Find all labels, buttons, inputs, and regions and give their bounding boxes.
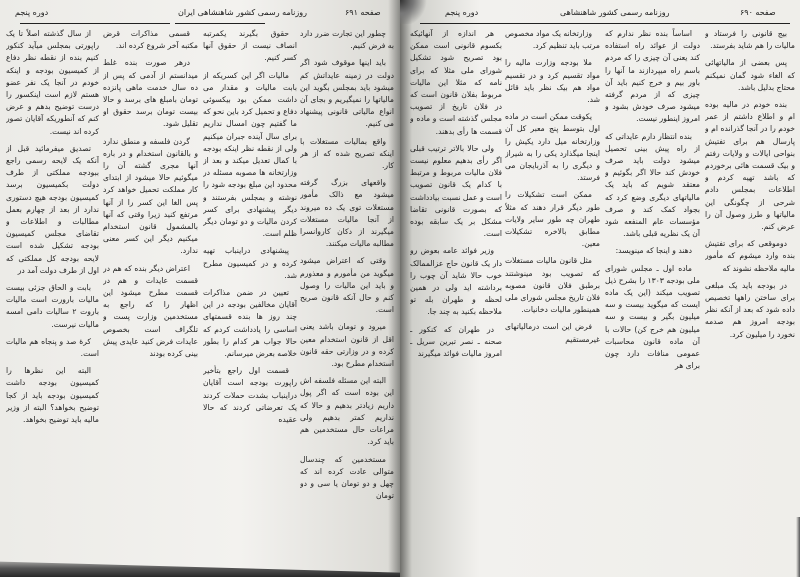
paragraph: دوموقعی که برای تفتیش بنده وارد میشوم که مأمور مالیه ملاحظه نشوند که [705, 239, 795, 273]
paragraph: مثل قانون مالیات مستغلات که تصویب بود مینوشتند برطبق فلان قانون مصوبه فلان تاریخ مجلس شورای ملی همینطور مالیات دخانیات. [505, 256, 600, 315]
text-column [203, 28, 297, 553]
paragraph: از سال گذشته اصلاً تا یک راپورتی بمجلس میآید کنکور کنیم بنده از نقطه نظر دفاع از کمیسیون بودجه و اینکه خودم در آنجا یک نفر عضو هستم لازم است اینکسور را درست توضیح بدهم و عرض کنم که آنطوریکه آقایان تصور کرده اند نیست. [6, 29, 99, 136]
paragraph: ملا بودجه وزارت مالیه را مواد تقسیم کرد و در تقسیم مواد هم بیک نظر باید قائل شد. [505, 58, 600, 105]
header-rule [175, 23, 265, 24]
paragraph: چطور این تجارت ضرر دارد به فرض کنیم. [300, 29, 394, 51]
period-label: دوره پنجم [445, 8, 479, 17]
paragraph: در طهران که کنکور ـ صحنه ـ نصر تبرین سریل ـ امروز مالیات فوائد میگیرند [410, 324, 502, 359]
paragraph: مستخدمین که چندسال متوالی عادت کرده اند که چهل و دو تومان یا سی و دو تومان [300, 454, 394, 501]
paragraph: بابت و الحاق جزئی بیست مالیات بارورت است مالیات باروت ۲ سالیات دامی امسه مالیات نیرست. [6, 283, 99, 329]
paragraph: اعتراض دیگر بنده که هم در قسمت عایدات و هم در قسمت مطرح میشود این اظهار را که راجع به مستخدمین وزارت پست و تلگراف است بخصوص عایدات فرض کنید عایدی پیش بینی کرده بودند [103, 263, 198, 359]
paragraph: یکوقت ممکن است در ماده اول بتوسط پنج معبر کل آن وزارتخانه میل دارد یکیش را اینجا میگذارد یکی را به شیراز و دیگری را به آذربایجان می فرستد. [505, 112, 600, 183]
paragraph: هر اندازه از آنهائیکه بکسوم قانونی است ممکن بود تصریح شود تشکیل شورای ملی مثلا که برای نامه که مثلا این مالیات مربوط بفلان قانون است که در فلان تاریخ از تصویب مجلس گذشته است و ماده و قسمت ها رأی بدهند. [410, 29, 502, 136]
paragraph: وزارتخانه یک مواد مخصوص مرتب باید تنظیم کرد. [505, 29, 600, 51]
paragraph: ممکن است تشکیلات را طور دیگر قرار دهند که مثلاً طهران چه طور سایر ولایات مطابق بالاخره تشکیلات معین. [505, 190, 600, 249]
paragraph: واقعهای بزرگ گرفته میشود مع ذالک مأمور مستغلات توی یک ده میروند از آنجا مالیات مستغلات میگیرند از دکان کاروانسرا مطالبه مالیات میکنند. [300, 178, 394, 249]
paragraph: وزیر فوائد عامه بعوض رو دار یک قانون حاج عزالممالک خوب حالا شاید آن چوب را برداشته اید ولی در همین لحظه و طهران بله تو ملاحظه بکنید به چند جا. [410, 246, 502, 317]
paragraph: وقتی که اعتراض میشود میگوید من مأمورم و معذورم و باید این مالیات را وصول کنم و حال آنکه قانون صریح است. [300, 256, 394, 315]
paragraph: فرض این است درمالیاتهای غیرمستقیم [505, 322, 600, 344]
text-column [103, 28, 198, 553]
paragraph: حقوق بگیرند یکمرتبه انصاف نیست از حقوق آنها کسر کنیم. [203, 29, 297, 63]
scan-smudge [400, 0, 430, 24]
paragraph: قسمی مذاکرات قرض مکتبه آخر شروع کرده اند. [103, 29, 198, 51]
paragraph: پس بعضی از مالیاتهائی که الغاء شود گمان نمیکنم محتاج بدلیل باشد. [705, 58, 795, 92]
right-page [400, 0, 800, 577]
header-rule [20, 23, 170, 24]
page-number: صفحه ۶۹۱ [345, 8, 381, 17]
scan-shadow [796, 517, 800, 577]
paragraph: بیج قانونی را فرستاد و مالیات را هم شاید بفرستد. [705, 29, 795, 51]
text-column [605, 28, 700, 553]
paragraph: ماده اول ـ مجلس شورای ملی بودجه ۱۳۰۳ را بشرح ذیل تصویب میکند (این یک ماده ایست که میگوید بیست و سه میلیون بگیر و بیست و سه میلیون هم خرج کن) حالات با آن ماده قانون محاسبات عمومی منافات دارد چون برای هر [605, 263, 700, 371]
paragraph: دهند و اینجا که مینویسد: [615, 246, 692, 256]
paragraph: کرۀ صد و پنجاه هم مالیات است. [6, 336, 99, 359]
paragraph: میرود و تومان باشد یعنی اقل از قانون استخدام معین کرده و در وزارتی حقه قانون استخدام مطرح بود. [300, 322, 394, 369]
period-label: دوره پنجم [15, 8, 49, 17]
page-number: صفحه ۶۹۰ [740, 8, 776, 17]
paragraph: اساساً بنده نظر ندارم که دولت از عوائد راه استفاده کند یعنی آن چیزی را که مردم باسم راه میپردازند ما آنها را باور بیم و خرج کنیم باید آن چیزی که از مردم گرفته میشود صرف خودش بشود و امروز اینطور نیست. [605, 29, 700, 124]
gazette-title: روزنامه رسمی کشور شاهنشاهی [560, 8, 670, 17]
text-column [300, 28, 394, 553]
page-header [400, 8, 800, 22]
paragraph: پیشنهادی دراینباب تهیه کرده و در کمیسیون مطرح شد. [203, 246, 297, 280]
text-column [410, 28, 502, 553]
paragraph: بنده انتظار دارم عایداتی که از راه پیش بینی تحصیل میشود دولت باید صرف خودش کند حالا اگر بگوئیم و معتقد شویم که باید یک مالیاتهای دیگری وضع کرد که بجواد کمک کند و صرف مؤسسات عام المنفعه شود آن یک نظریه قبلی باشد. [605, 131, 700, 239]
header-rule [420, 23, 790, 24]
paragraph: بنده خودم در مالیه بوده ام و اطلاع داشتم از عمر خودم را در آنجا گذرانده ام و پارسال هم برای تفتیش بنواحی ایالات و ولایات رفتم و بیک قسمت هائی برخوردم که باشد تهیه کردم و اطلاعات بمجلس دادم شرحی از چگونگی این مالیاتها و طرز وصول آن را عرض کنم. [705, 100, 795, 232]
paragraph: مالیات اگر این کسریکه از بابت مالیات و مقدار می داشت ممکن بود بیکسوئی دفاع و تحمیل کرد باین نحو که ما گفتیم چون امسال نداریم برای سال آینده جبران میکنیم ولی از نقطه نظر اینکه بودجه با کمال تعدیل میکند و بعد از وزارتخانه ها مصوبه مسئله در محدود این مبلغ بودجه شود را نوشته و بمجلس بفرستند و دیگر پیشنهادی برای کسر کردن مالیات و دو تومان دیگر ظلم است. [203, 70, 297, 239]
paragraph: تعیین در ضمن مذاکرات آقایان مخالفین بودجه در این چند روز ها بنده قسمتهای اساسی را یادداشت کردم که حالا جواب هر کدام را بطور خلاصه بعرض میرسانم. [203, 288, 297, 359]
text-column [705, 28, 795, 553]
text-column [6, 28, 99, 553]
paragraph: ولی حالا بالاتر ترتیب قبلی اگر رأی بدهیم معلوم نیست فلان مالیات مربوط و مرتبط با کدام یک قانون تصویب است و عمل نسبت بیادداشت که بصورت قانونی تقاضا مشکل بر یک سابقه بوده است. [410, 143, 502, 239]
page-header [0, 8, 400, 22]
paragraph: قسمت اول راجع بتأخیر راپورت بودجه است آقایان دراینباب بشدت حملات کردند یک تعرضاتی کردند که حالا عقیده [203, 366, 297, 425]
paragraph: واقع بمالیات مستغلات با اینکه تصریح شده که از هر کار. [300, 136, 394, 171]
paragraph: البته این نظرها را کمیسیون بودجه داشت کمیسیون بودجه باید از کجا توضیح بخواهد؟ البته از وزیر مالیه باید توضیح بخواهد. [6, 366, 99, 425]
text-column [505, 28, 600, 553]
paragraph: در بودجه باید یک مبلغی برای ساختن راهها تخصیص داده شود که بعد از آنکه نظر بودجه امروز هم صدمه نخورد را میلیون کرد. [705, 280, 795, 339]
gazette-title: روزنامه رسمی کشور شاهنشاهی ایران [178, 8, 307, 17]
paragraph: باید اینها موقوف شود اگر دولت در زمینه عایداتش کم میشود باید بمجلس بگوید این مالیاتها را نمیگیریم و بجای آن انواع مالیاتی قانونی پیشنهاد می کنیم. [300, 58, 394, 129]
paragraph: البته این مسئله فلسفه اش این بوده است که اگر پول داریم زیادتر بدهیم و حالا که نداریم کمتر بدهیم ولی مراعات حال مستخدمین هم باید کرد. [300, 376, 394, 447]
paragraph: تصدیق میفرمائید قبل از آنکه یک لایحه رسمی راجع ببودجه مملکتی از طرف دولت بکمیسیون برسد کمیسیون بودجه هیچ دستوری ندارد از بعد از چهارم بعمل مطالبات و اطلاعات و تقاضای مجلس کمیسیون بودجه تشکیل شده است لایحه بودجه کل مملکتی که اول از طرف دولت آمد در [6, 143, 99, 275]
paragraph: درهر صورت بنده غلط میدانستم از آدمی که پس از ده سال خدمت ماهی پانزده تومان بامبلغ های برسد و حالا بیست تومان برسد حقوق او تقلیل شود. [103, 58, 198, 129]
paragraph: گردن فلسفه و منطق ندارد و بالقانون استخدام و در باره آنها مجری گشته آن را میگوئیم حالا میشود از ابتدای کار مملکت تحمیل خواهد کرد پس الغا این کسر را از آنها مرتفع کنید زیرا وقتی که آنها بالمشمول قانون استخدام میکنیم دیگر این کسر معنی ندارد. [103, 136, 198, 256]
